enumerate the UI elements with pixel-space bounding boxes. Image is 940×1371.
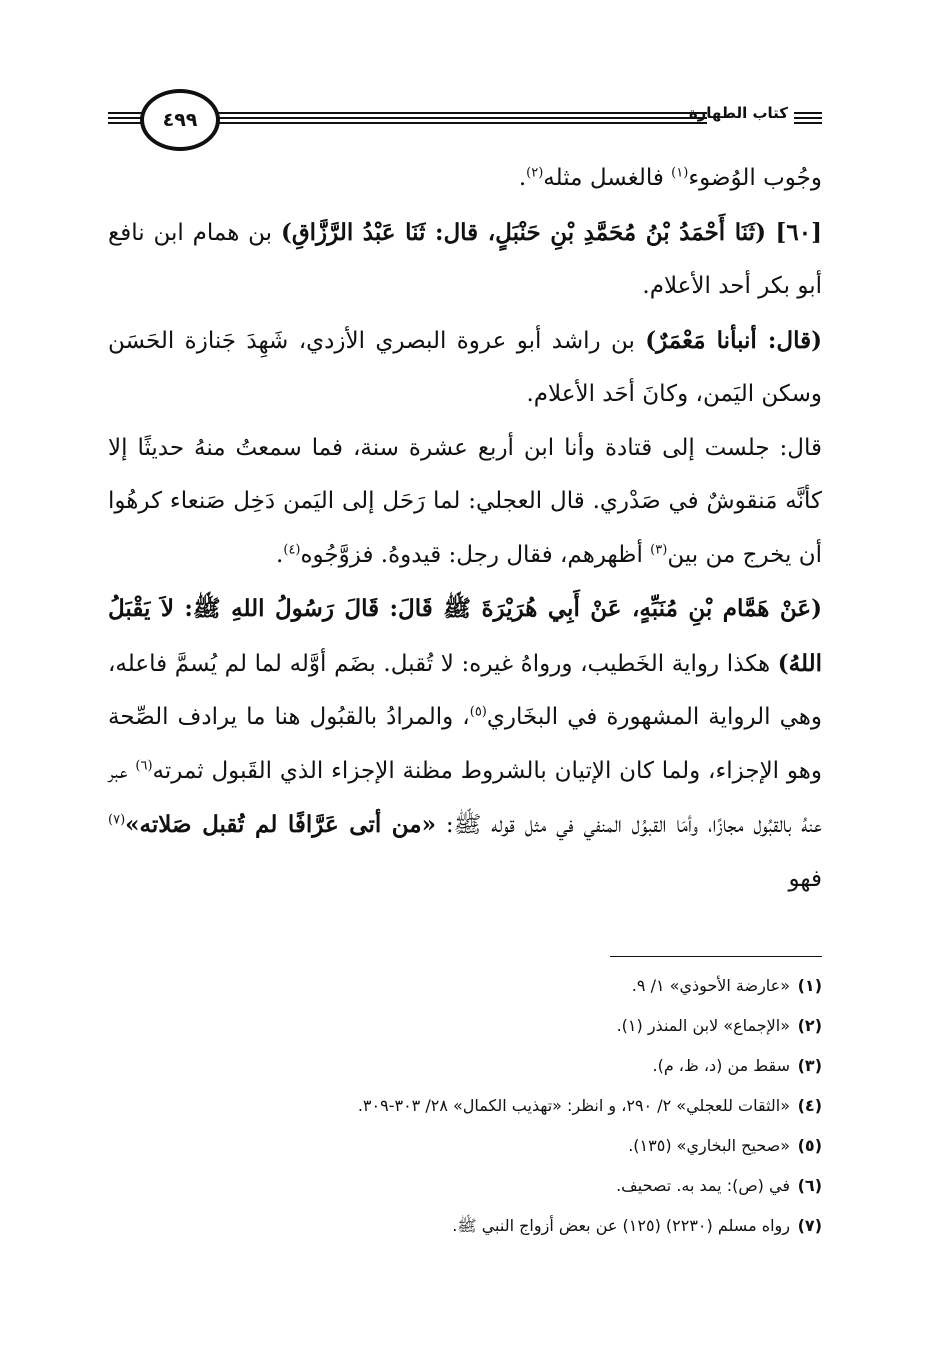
paragraph <box>108 206 822 314</box>
footnote <box>112 1206 822 1246</box>
bold-text: (قال: أنبأنا مَعْمَرٌ) <box>645 326 822 354</box>
footnote-number: (٥) <box>797 1136 822 1155</box>
footnote <box>112 1086 822 1126</box>
footnote-text: «الثقات للعجلي» ٢/ ٢٩٠، و انظر: «تهذيب الكمال» ٢٨/ ٣٠٣-٣٠٩. <box>357 1096 790 1115</box>
text: ، والمرادُ بالقبُول هنا ما يرادف الصِّحة وهو الإجزاء، ولما كان الإتيان بالشروط مظنة الإجزاء الذي القَبول ثمرته <box>108 704 822 784</box>
footnote-text: «صحيح البخاري» (١٣٥). <box>628 1136 790 1155</box>
footnote-text: «عارضة الأحوذي» ١/ ٩. <box>631 976 790 995</box>
footnote-number: (٢) <box>797 1016 822 1035</box>
bold-text: (عَنْ هَمَّام بْنِ مُنَبِّهٍ، عَنْ أَبِي هُرَيْرَةَ ﷺ قَالَ: قَالَ رَسُولُ اللهِ ﷺ: لاَ يَقْبَلُ اللهُ) <box>108 595 822 677</box>
text: فالغسل مثله <box>543 165 672 191</box>
footnote-text: في (ص): يمد به. تصحيف. <box>616 1176 790 1195</box>
header-rule <box>794 122 822 124</box>
footnote-text: سقط من (د، ظ، م). <box>652 1056 790 1075</box>
footnote-number: (٣) <box>797 1056 822 1075</box>
page-header <box>108 84 822 148</box>
footnote-separator <box>610 956 822 957</box>
text: هكذا رواية الخَطيب، ورواهُ غيره: لا تُقبل. بضَم أوَّله لما لم يُسمَّ فاعله، وهي الرواية المشهورة في البخَاري <box>108 650 822 730</box>
footnote <box>112 966 822 1006</box>
main-text <box>108 152 822 906</box>
footnote-ref: (١) <box>671 165 689 181</box>
bold-text: «من أتى عَرَّافًا لم تُقبل صَلاته» <box>125 811 437 838</box>
footnotes <box>112 966 822 1246</box>
text: قال: جلست إلى قتادة وأنا ابن أربع عشرة سنة، فما سمعتُ منهُ حديثًا إلا كأنَّه مَنقوشٌ في صَدْري. قال العجلي: لما رَحَل إلى اليَمن دَخِل صَنعاء كرهُوا أن يخرج من بين <box>108 434 822 568</box>
running-title: كتاب الطهارة <box>688 104 788 122</box>
text: وجُوب الوُضوء <box>688 165 822 191</box>
text: فهو <box>788 865 822 892</box>
footnote <box>112 1126 822 1166</box>
text: بن همام ابن نافع أبو بكر أحد الأعلام. <box>108 219 822 299</box>
footnote-number: (١) <box>797 976 822 995</box>
text: . <box>518 165 527 191</box>
paragraph <box>108 582 822 906</box>
text: بن راشد أبو عروة البصري الأزدي، شَهِدَ جَنازة الحَسَن وسكن اليَمن، وكانَ أحَد الأعلام. <box>108 327 822 407</box>
footnote <box>112 1006 822 1046</box>
header-rule <box>794 117 822 119</box>
text: أظهرهم، فقال رجل: قيدوهُ. فزوَّجُوه <box>300 541 651 568</box>
footnote-ref: (٣) <box>650 541 668 557</box>
paragraph <box>108 152 822 206</box>
footnote-ref: (٥) <box>469 704 487 720</box>
text: . <box>276 541 284 568</box>
header-rule <box>794 112 822 114</box>
text: عبر عنهُ بالقبُول مجازًا، وأمَا القبوُل المنفي في مثل قوله ﷺ: <box>108 757 822 838</box>
paragraph <box>108 422 822 583</box>
paragraph <box>108 314 822 422</box>
bold-text: [٦٠] (ثَنَا أَحْمَدُ بْنُ مُحَمَّدِ بْنِ حَنْبَلٍ، قال: ثَنَا عَبْدُ الرَّزَّاقِ) <box>280 218 822 246</box>
page-number-oval <box>140 89 220 151</box>
footnote <box>112 1046 822 1086</box>
footnote-number: (٧) <box>797 1216 822 1235</box>
footnote-ref: (٢) <box>526 165 544 181</box>
page-number: ٤٩٩ <box>162 109 198 131</box>
footnote-ref: (٦) <box>135 757 153 773</box>
footnote-number: (٦) <box>797 1176 822 1195</box>
footnote-text: رواه مسلم (٢٢٣٠) (١٢٥) عن بعض أزواج النبي ﷺ. <box>452 1216 790 1235</box>
footnote-number: (٤) <box>797 1096 822 1115</box>
footnote-ref: (٤) <box>283 541 301 557</box>
footnote-text: «الإجماع» لابن المنذر (١). <box>616 1016 790 1035</box>
footnote-ref: (٧) <box>108 812 126 828</box>
footnote <box>112 1166 822 1206</box>
